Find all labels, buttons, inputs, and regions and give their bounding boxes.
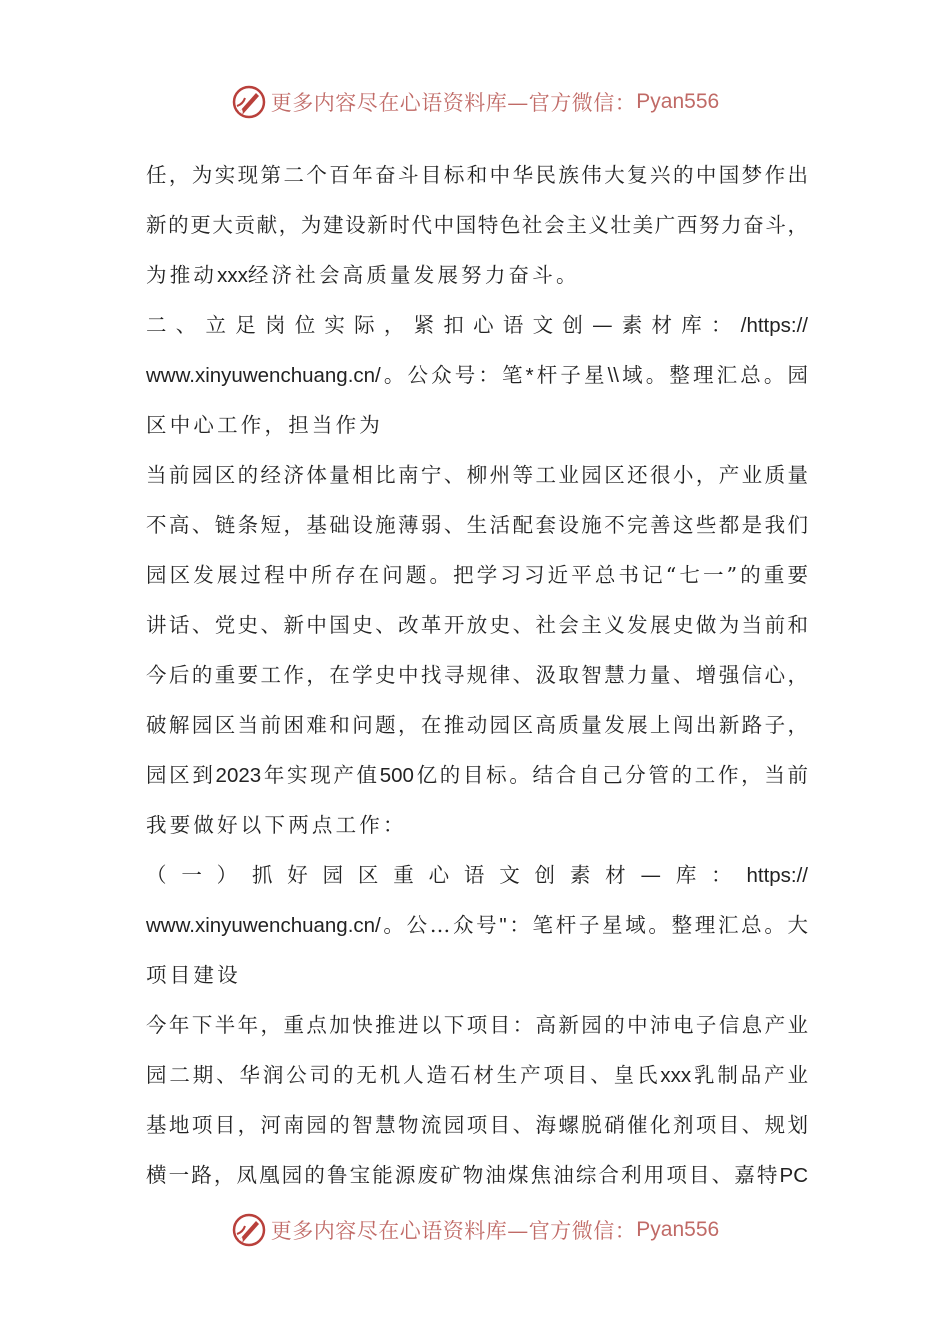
watermark-wechat-id: Pyan556 xyxy=(636,90,720,113)
watermark-text: 更多内容尽在心语资料库—官方微信： xyxy=(270,91,637,115)
text-line: 园二期、华润公司的无机人造石材生产项目、皇氏xxx乳制品产业 xyxy=(146,1063,808,1087)
pen-logo-icon xyxy=(231,1212,267,1248)
text-line: 园区到2023年实现产值500亿的目标。结合自己分管的工作，当前 xyxy=(146,763,808,787)
text-line: 任，为实现第二个百年奋斗目标和中华民族伟大复兴的中国梦作出 xyxy=(146,163,808,187)
text-line: 不高、链条短，基础设施薄弱、生活配套设施不完善这些都是我们 xyxy=(146,513,808,537)
watermark-wechat-id: Pyan556 xyxy=(636,1218,720,1241)
text-line: 园区发展过程中所存在问题。把学习习近平总书记“七一”的重要 xyxy=(146,563,808,587)
text-line: 讲话、党史、新中国史、改革开放史、社会主义发展史做为当前和 xyxy=(146,613,808,637)
header-watermark xyxy=(0,80,950,124)
footer-watermark xyxy=(0,1208,950,1252)
section-heading-line: （一）抓好园区重心语文创素材—库：https:// xyxy=(146,863,808,887)
section-heading-line: 二、立足岗位实际，紧扣心语文创—素材库：/https:// xyxy=(146,313,808,337)
text-line: 当前园区的经济体量相比南宁、柳州等工业园区还很小，产业质量 xyxy=(146,463,808,487)
text-line: 我要做好以下两点工作： xyxy=(146,813,407,837)
text-line: 横一路，凤凰园的鲁宝能源废矿物油煤焦油综合利用项目、嘉特PC xyxy=(146,1163,808,1187)
text-line: 今年下半年，重点加快推进以下项目：高新园的中沛电子信息产业 xyxy=(146,1013,808,1037)
pen-logo-icon xyxy=(231,84,267,120)
watermark-text: 更多内容尽在心语资料库—官方微信： xyxy=(270,1219,637,1243)
text-line: 基地项目，河南园的智慧物流园项目、海螺脱硝催化剂项目、规划 xyxy=(146,1113,808,1137)
text-line: 破解园区当前困难和问题，在推动园区高质量发展上闯出新路子， xyxy=(146,713,808,737)
text-line: 为推动xxx经济社会高质量发展努力奋斗。 xyxy=(146,263,580,287)
text-line: 新的更大贡献，为建设新时代中国特色社会主义壮美广西努力奋斗， xyxy=(146,213,808,237)
text-line: 区中心工作，担当作为 xyxy=(146,413,383,437)
document-body xyxy=(146,150,808,1200)
text-line: www.xinyuwenchuang.cn/。公众号：笔*杆子星\\域。整理汇总。园 xyxy=(146,363,808,387)
text-line: www.xinyuwenchuang.cn/。公…众号"：笔杆子星域。整理汇总。大 xyxy=(146,913,808,937)
text-line: 今后的重要工作，在学史中找寻规律、汲取智慧力量、增强信心， xyxy=(146,663,808,687)
text-line: 项目建设 xyxy=(146,963,241,987)
